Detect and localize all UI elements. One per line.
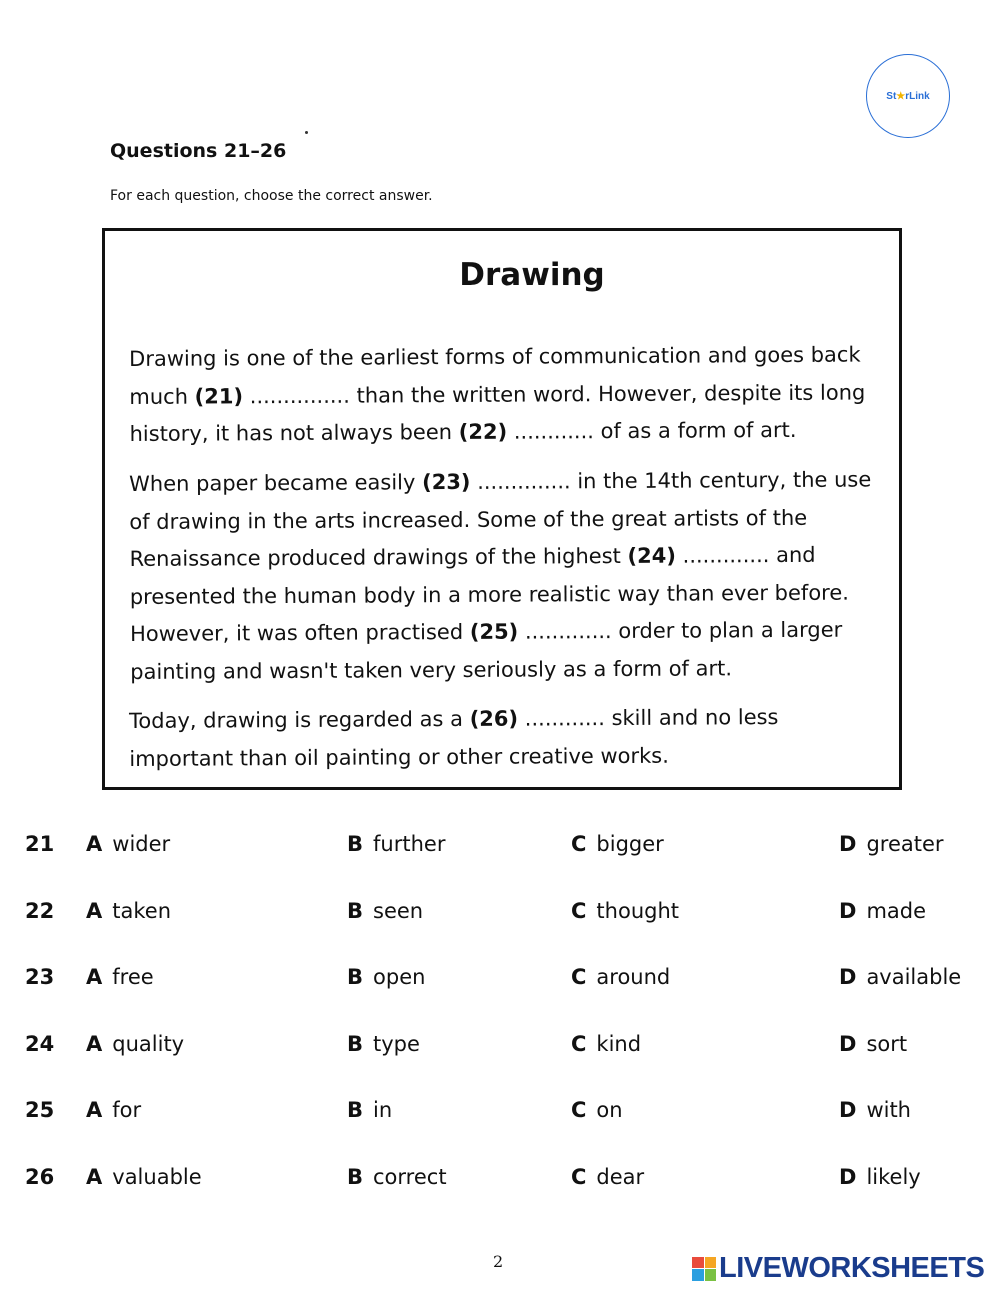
option-text: on — [596, 1098, 623, 1122]
option-text: type — [373, 1031, 420, 1056]
option-c[interactable] — [571, 1165, 644, 1189]
logo-text-post: rLink — [905, 90, 930, 102]
text: ............... than the written word. However, despite its long history, it has not always been — [129, 380, 866, 446]
page-number: 2 — [493, 1252, 504, 1271]
question-number: 25 — [25, 1098, 55, 1122]
option-letter: B — [347, 1031, 364, 1056]
option-d[interactable] — [839, 832, 944, 856]
question-number: 21 — [25, 832, 55, 856]
liveworksheets-text: LIVEWORKSHEETS — [719, 1252, 985, 1284]
option-b[interactable] — [347, 832, 445, 856]
option-letter: B — [347, 1164, 364, 1189]
option-letter: C — [571, 965, 587, 989]
question-number: 23 — [25, 965, 55, 989]
option-letter: B — [347, 898, 364, 923]
option-text: correct — [373, 1164, 447, 1189]
option-letter: A — [86, 1098, 103, 1122]
option-letter: A — [86, 1164, 103, 1189]
option-text: available — [866, 965, 962, 989]
option-d[interactable] — [839, 1165, 921, 1189]
option-c[interactable] — [571, 965, 670, 989]
option-letter: D — [839, 1164, 857, 1189]
option-letter: A — [86, 832, 103, 856]
option-text: free — [112, 965, 154, 989]
option-a[interactable] — [86, 832, 170, 856]
question-row — [0, 818, 1000, 885]
question-number: 22 — [25, 898, 55, 923]
option-a[interactable] — [86, 1032, 184, 1056]
passage-title: Drawing — [459, 257, 605, 293]
option-text: dear — [596, 1164, 645, 1189]
option-b[interactable] — [347, 965, 425, 989]
liveworksheets-icon — [692, 1257, 716, 1281]
option-letter: B — [347, 1098, 364, 1122]
text: ............ of as a form of art. — [507, 417, 797, 444]
option-letter: D — [839, 832, 857, 856]
option-d[interactable] — [839, 1098, 911, 1122]
option-b[interactable] — [347, 1098, 392, 1122]
option-letter: A — [86, 965, 103, 989]
option-letter: A — [86, 1031, 103, 1056]
option-text: for — [112, 1098, 142, 1122]
question-row — [0, 1084, 1000, 1151]
option-text: around — [596, 965, 671, 989]
option-d[interactable] — [839, 965, 961, 989]
gap-23: (23) — [421, 469, 471, 494]
option-text: made — [866, 898, 927, 923]
option-c[interactable] — [571, 1098, 623, 1122]
option-d[interactable] — [839, 899, 926, 923]
option-letter: C — [571, 1098, 587, 1122]
option-c[interactable] — [571, 1032, 641, 1056]
star-icon: ★ — [896, 90, 906, 102]
question-row — [0, 885, 1000, 952]
gap-22: (22) — [458, 419, 508, 444]
option-text: in — [373, 1098, 393, 1122]
option-letter: A — [86, 898, 103, 923]
questions-heading: Questions 21–26 — [110, 140, 287, 162]
starlink-logo — [866, 54, 950, 138]
option-a[interactable] — [86, 965, 154, 989]
option-text: bigger — [596, 832, 664, 856]
text: Today, drawing is regarded as a — [129, 706, 470, 733]
option-text: further — [373, 832, 446, 856]
option-text: open — [373, 965, 426, 989]
option-letter: C — [571, 832, 587, 856]
option-text: thought — [596, 898, 679, 923]
text: ............. order to plan a larger painting and wasn't taken very seriously as a form of art. — [130, 617, 843, 683]
option-c[interactable] — [571, 832, 664, 856]
option-c[interactable] — [571, 899, 679, 923]
option-text: sort — [866, 1031, 908, 1056]
option-letter: D — [839, 965, 857, 989]
option-letter: D — [839, 1031, 857, 1056]
paragraph-3 — [129, 698, 875, 778]
option-text: with — [866, 1098, 911, 1122]
logo-text-pre: St — [886, 90, 897, 102]
option-b[interactable] — [347, 1165, 447, 1189]
text: Drawing is one of the earliest forms of communication and goes back much — [129, 342, 861, 409]
text: ............ skill and no less important than oil painting or other creative works. — [129, 704, 779, 770]
gap-24: (24) — [627, 543, 677, 568]
text: When paper became easily — [129, 469, 423, 496]
option-text: quality — [112, 1031, 185, 1056]
option-b[interactable] — [347, 899, 423, 923]
option-letter: C — [571, 1031, 587, 1056]
option-text: valuable — [112, 1164, 202, 1189]
question-row — [0, 951, 1000, 1018]
question-row — [0, 1018, 1000, 1085]
stray-dot — [305, 131, 308, 134]
option-d[interactable] — [839, 1032, 907, 1056]
answer-options — [0, 818, 1000, 1217]
instructions: For each question, choose the correct answer. — [110, 188, 433, 204]
option-text: likely — [866, 1164, 921, 1189]
question-row — [0, 1151, 1000, 1218]
question-number: 26 — [25, 1164, 55, 1189]
text: .............. in the 14th century, the use of drawing in the arts increased. Some of the great artists of the Renaissance produced drawings of the highest — [129, 466, 872, 571]
text: ............. and presented the human body in a more realistic way than ever before. However, it was often practised — [129, 542, 849, 646]
question-number: 24 — [25, 1031, 55, 1056]
gap-21: (21) — [194, 383, 244, 409]
option-letter: C — [571, 1164, 587, 1189]
passage-box — [102, 228, 902, 790]
option-a[interactable] — [86, 1098, 141, 1122]
option-a[interactable] — [86, 1165, 202, 1189]
option-text: seen — [373, 898, 424, 923]
gap-26: (26) — [469, 706, 519, 731]
gap-25: (25) — [469, 619, 519, 644]
option-text: taken — [112, 898, 172, 923]
option-letter: B — [347, 832, 364, 856]
paragraph-1 — [129, 336, 876, 453]
option-text: wider — [112, 832, 171, 856]
option-letter: D — [839, 1098, 857, 1122]
liveworksheets-logo — [692, 1252, 984, 1285]
option-letter: B — [347, 965, 364, 989]
option-b[interactable] — [347, 1032, 420, 1056]
option-letter: D — [839, 898, 857, 923]
option-letter: C — [571, 898, 587, 923]
paragraph-2 — [129, 461, 876, 691]
option-a[interactable] — [86, 899, 171, 923]
option-text: greater — [866, 832, 944, 856]
option-text: kind — [596, 1031, 642, 1056]
